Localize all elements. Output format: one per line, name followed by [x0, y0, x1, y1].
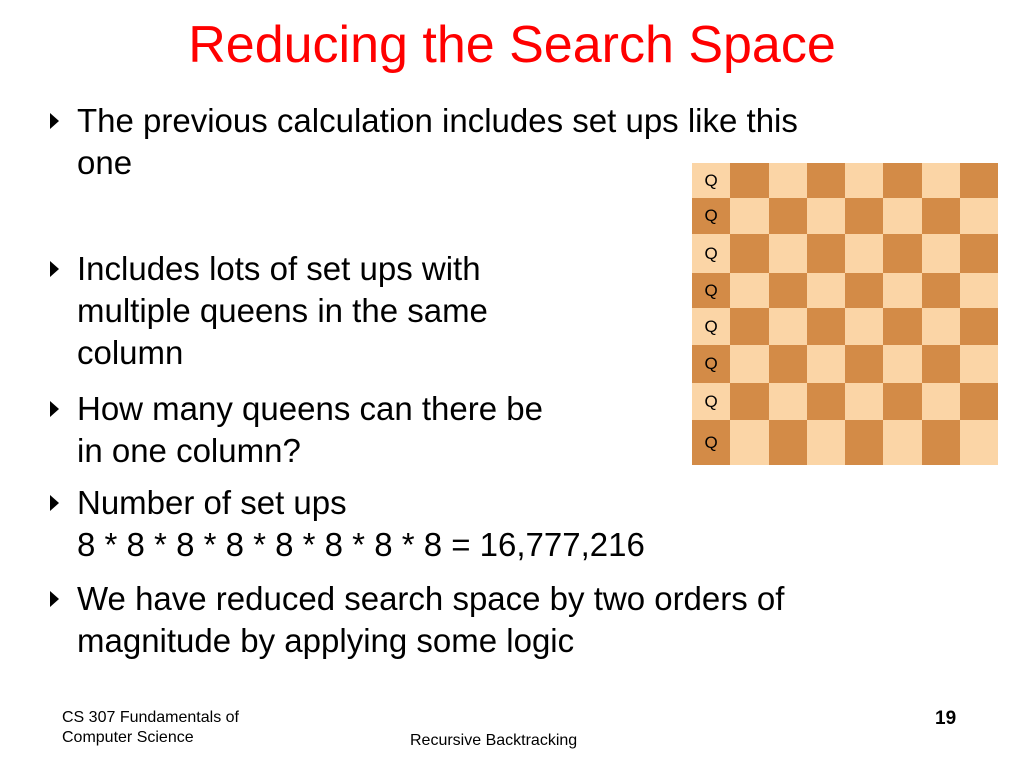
board-square [845, 234, 883, 273]
bullet-arrow-icon [50, 113, 59, 129]
board-square [692, 273, 730, 308]
board-square [883, 273, 921, 308]
board-square [883, 308, 921, 345]
bullet-line: How many queens can there be [77, 390, 543, 427]
board-row [692, 383, 998, 420]
board-square [730, 234, 768, 273]
board-square [960, 308, 998, 345]
bullet-line: Number of set ups [77, 484, 347, 521]
board-square [692, 198, 730, 234]
bullet-line: 8 * 8 * 8 * 8 * 8 * 8 * 8 * 8 = 16,777,216 [77, 526, 645, 563]
board-square [883, 163, 921, 198]
board-square [960, 198, 998, 234]
board-square [807, 234, 845, 273]
board-square [769, 198, 807, 234]
board-square [922, 420, 960, 465]
board-square [922, 163, 960, 198]
board-square [769, 383, 807, 420]
board-square [845, 420, 883, 465]
footer-course-line: CS 307 Fundamentals of [62, 709, 239, 726]
board-square [960, 345, 998, 383]
board-square [960, 420, 998, 465]
board-square [960, 383, 998, 420]
board-square [883, 198, 921, 234]
board-square [845, 273, 883, 308]
board-square [692, 345, 730, 383]
board-square [807, 273, 845, 308]
board-square [807, 345, 845, 383]
board-square [922, 345, 960, 383]
board-row [692, 345, 998, 383]
bullet-line: one [77, 144, 133, 181]
board-row [692, 308, 998, 345]
queen-piece: Q [704, 206, 718, 225]
board-square [769, 273, 807, 308]
board-square [845, 163, 883, 198]
bullet-queens-per-column [42, 388, 657, 472]
chessboard [692, 163, 998, 465]
board-square [922, 198, 960, 234]
board-row [692, 420, 998, 465]
bullet-line: magnitude by applying some logic [77, 622, 575, 659]
board-row [692, 198, 998, 234]
board-square [883, 420, 921, 465]
board-square [769, 345, 807, 383]
queen-piece: Q [704, 316, 718, 336]
board-square [960, 234, 998, 273]
board-square [807, 420, 845, 465]
bullet-arrow-icon [50, 591, 59, 607]
board-square [692, 163, 730, 198]
board-square [845, 383, 883, 420]
slide-number: 19 [935, 708, 957, 729]
board-square [730, 420, 768, 465]
board-square [769, 308, 807, 345]
footer-course-line: Computer Science [62, 729, 194, 746]
board-row [692, 273, 998, 308]
bullet-line: We have reduced search space by two orders of [77, 580, 785, 617]
board-square [960, 163, 998, 198]
board-row [692, 163, 998, 198]
board-square [769, 420, 807, 465]
bullet-number-of-setups [42, 482, 957, 566]
board-square [807, 163, 845, 198]
board-row [692, 234, 998, 273]
board-square [692, 383, 730, 420]
board-square [769, 163, 807, 198]
board-square [730, 273, 768, 308]
board-square [845, 308, 883, 345]
bullet-arrow-icon [50, 261, 59, 277]
board-square [845, 345, 883, 383]
bullet-line: column [77, 334, 184, 371]
board-square [883, 234, 921, 273]
board-square [730, 308, 768, 345]
board-square [845, 198, 883, 234]
board-square [692, 420, 730, 465]
queen-piece: Q [704, 391, 718, 411]
board-square [807, 198, 845, 234]
footer-topic: Recursive Backtracking [410, 732, 578, 749]
bullet-line: in one column? [77, 432, 301, 469]
board-square [922, 234, 960, 273]
queen-piece: Q [704, 432, 718, 452]
queen-piece: Q [704, 170, 718, 190]
bullet-line: The previous calculation includes set ups like this [77, 102, 798, 139]
board-square [730, 345, 768, 383]
board-square [807, 383, 845, 420]
board-square [692, 308, 730, 345]
board-square [692, 234, 730, 273]
board-square [807, 308, 845, 345]
slide-title: Reducing the Search Space [188, 16, 836, 74]
bullet-arrow-icon [50, 495, 59, 511]
bullet-arrow-icon [50, 401, 59, 417]
board-square [730, 163, 768, 198]
bullet-multiple-queens [42, 248, 597, 374]
board-square [922, 308, 960, 345]
queen-piece: Q [704, 280, 718, 300]
board-square [922, 383, 960, 420]
bullet-line: Includes lots of set ups with [77, 250, 481, 287]
queen-piece: Q [704, 354, 718, 373]
board-square [730, 383, 768, 420]
board-square [883, 383, 921, 420]
board-square [730, 198, 768, 234]
footer-course [62, 708, 239, 748]
bullet-line: multiple queens in the same [77, 292, 488, 329]
bullet-reduced-search-space [42, 578, 977, 662]
board-square [960, 273, 998, 308]
board-square [922, 273, 960, 308]
board-square [769, 234, 807, 273]
board-square [883, 345, 921, 383]
queen-piece: Q [704, 243, 718, 263]
